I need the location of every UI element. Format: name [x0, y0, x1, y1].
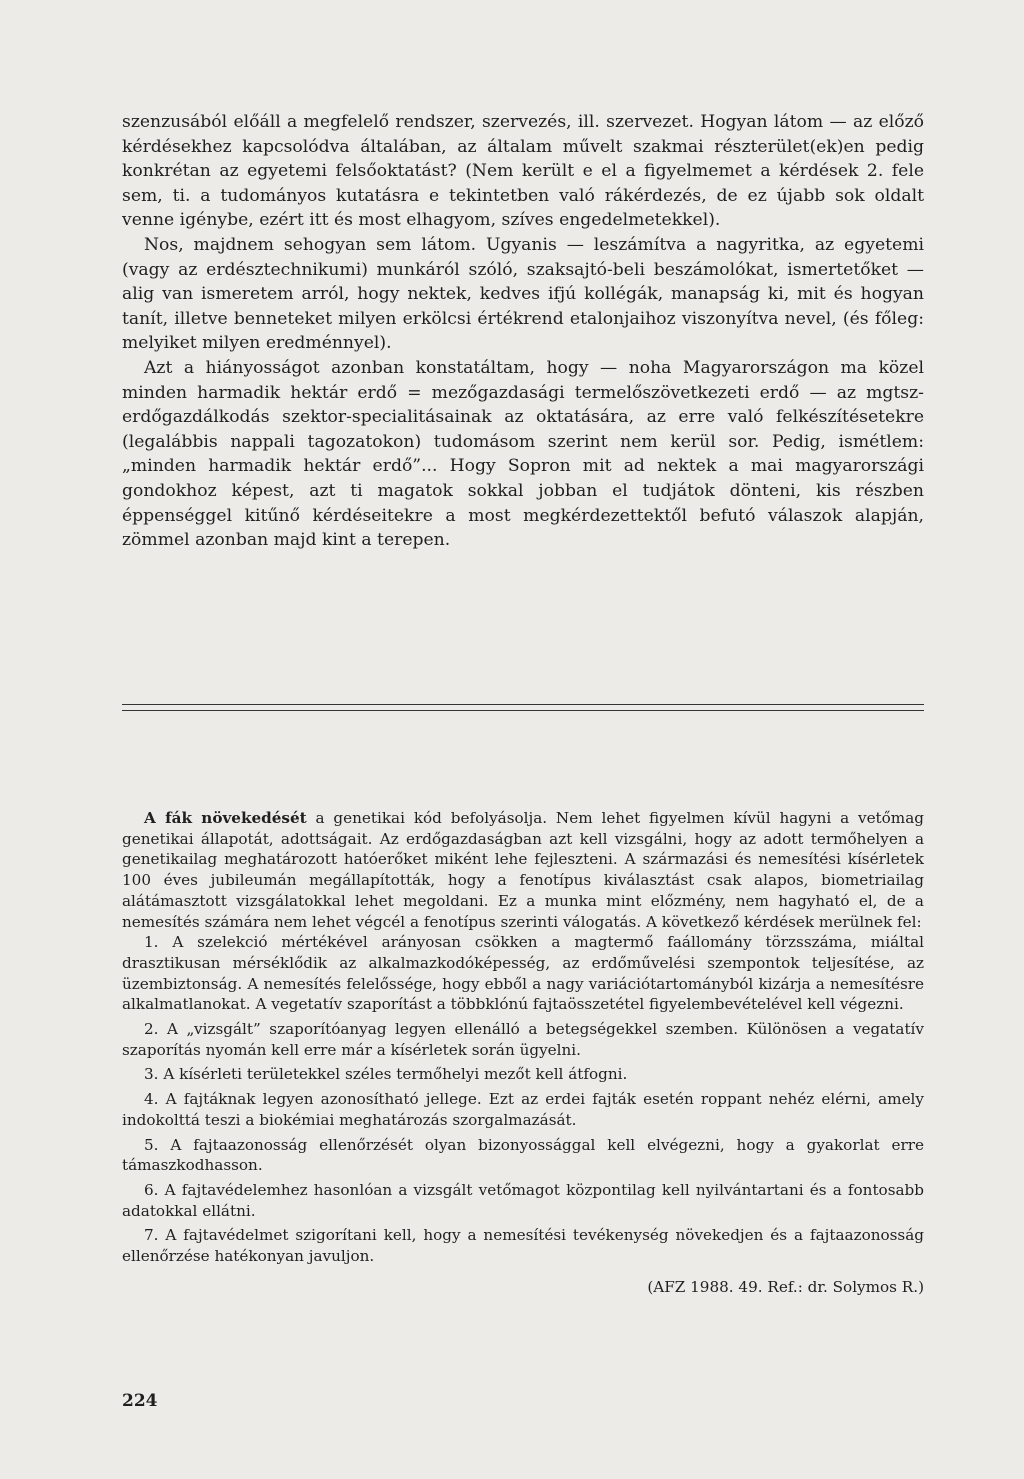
abstract-section	[122, 808, 924, 1297]
abstract-intro-text: a genetikai kód befolyásolja. Nem lehet figyelmen kívül hagyni a vetőmag genetikai állapotát, adottságait. Az erdőgazdaságban azt kell vizsgálni, hogy az adott termőhelyen a genetikailag meghatározott hatóerőket miként lehe fejleszteni. A származási és nemesítési kísérletek 100 éves jubileumán megállapították, hogy a fenotípus kiválasztást csak alapos, biometriailag alátámasztott vizsgálatokkal lehet megoldani. Ez a munka mint előzmény, nem hagyható el, de a nemesítés számára nem lehet végcél a fenotípus szerinti válogatás. A következő kérdések merülnek fel:	[122, 809, 924, 931]
abstract-list-item: 4. A fajtáknak legyen azonosítható jellege. Ezt az erdei fajták esetén roppant nehéz elérni, amely indokolttá teszi a biokémiai meghatározás szorgalmazását.	[122, 1090, 924, 1129]
essay-paragraph: Azt a hiányosságot azonban konstatáltam, hogy — noha Magyarországon ma közel minden harmadik hektár erdő = mezőgazdasági termelőszövetkezeti erdő — az mgtsz-erdőgazdálkodás szektor-specialitásainak az oktatására, az erre való felkészítésetekre (legalábbis nappali tagozatokon) tudomásom szerint nem kerül sor. Pedig, ismétlem: „minden harmadik hektár erdő”... Hogy Sopron mit ad nektek a mai magyarországi gondokhoz képest, azt ti magatok sokkal jobban el tudjátok dönteni, kis részben éppenséggel kitűnő kérdéseitekre a most megkérdezettektől befutó válaszok alapján, zömmel azonban majd kint a terepen.	[122, 357, 924, 551]
separator-rule	[122, 710, 924, 711]
abstract-list-item: 1. A szelekció mértékével arányosan csökken a magtermő faállomány törzsszáma, miáltal drasztikusan mérséklődik az alkalmazkodóképesség, az erdőművelési szempontok teljesítése, az üzembiztonság. A nemesítés felelőssége, hogy ebből a nagy variációtartományból kizárja a nemesítésre alkalmatlanokat. A vegetatív szaporítást a többklónú fajtaösszetétel figyelembevételével kell végezni.	[122, 933, 924, 1014]
separator-rule	[122, 704, 924, 705]
essay-paragraph: szenzusából előáll a megfelelő rendszer, szervezés, ill. szervezet. Hogyan látom — az előző kérdésekhez kapcsolódva általában, az általam művelt szakmai részterület(ek)en pedig konkrétan az egyetemi felsőoktatást? (Nem került e el a figyelmemet a kérdések 2. fele sem, ti. a tudományos kutatásra e tekintetben való rákérdezés, de ez újabb sok oldalt venne igénybe, ezért itt és most elhagyom, szíves engedelmetekkel).	[122, 112, 924, 231]
abstract-reference: (AFZ 1988. 49. Ref.: dr. Solymos R.)	[647, 1277, 924, 1296]
essay-section	[122, 110, 924, 553]
abstract-list-item: 3. A kísérleti területekkel széles termőhelyi mezőt kell átfogni.	[144, 1065, 628, 1084]
essay-paragraph: Nos, majdnem sehogyan sem látom. Ugyanis — leszámítva a nagyritka, az egyetemi (vagy az erdésztechnikumi) munkáról szóló, szaksajtó-beli beszámolókat, ismertetőket —alig van ismeretem arról, hogy nektek, kedves ifjú kollégák, manapság ki, mit és hogyan tanít, illetve benneteket milyen erkölcsi értékrend etalonjaihoz viszonyítva nevel, (és főleg: melyiket milyen eredménnyel).	[122, 234, 924, 354]
abstract-intro	[122, 808, 924, 932]
abstract-list-item: 7. A fajtavédelmet szigorítani kell, hogy a nemesítési tevékenység növekedjen és a fajtaazonosság ellenőrzése hatékonyan javuljon.	[122, 1226, 924, 1266]
abstract-list-item: 6. A fajtavédelemhez hasonlóan a vizsgált vetőmagot központilag kell nyilvántartani és a fontosabb adatokkal ellátni.	[122, 1180, 924, 1220]
page-number: 224	[122, 1391, 158, 1411]
abstract-list-item: 2. A „vizsgált” szaporítóanyag legyen ellenálló a betegségekkel szemben. Különösen a vegatatív szaporítás nyomán kell erre már a kísérletek során ügyelni.	[122, 1020, 924, 1059]
abstract-title: A fák növekedését	[144, 809, 307, 827]
abstract-list-item: 5. A fajtaazonosság ellenőrzését olyan bizonyossággal kell elvégezni, hogy a gyakorlat erre támaszkodhasson.	[122, 1135, 924, 1175]
